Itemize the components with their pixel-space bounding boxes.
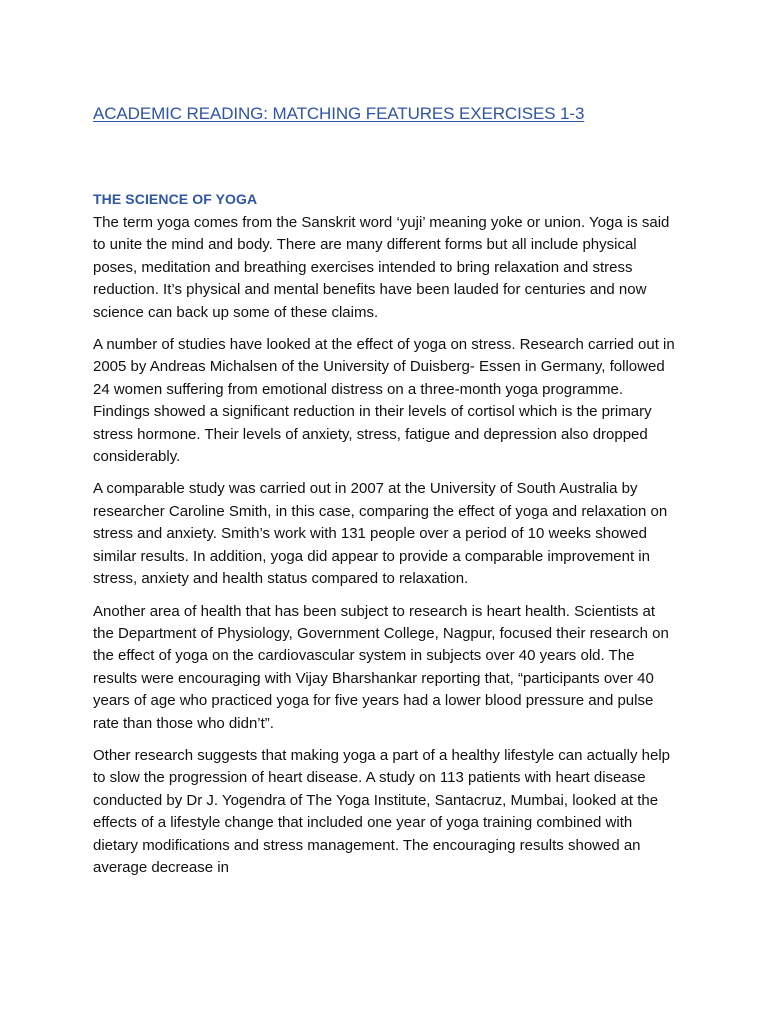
document-page [93, 0, 679, 1024]
paragraph-comparable-study: A comparable study was carried out in 2007 at the University of South Australia by researcher Caroline Smith, in this case, comparing the effect of yoga and relaxation on stress and anxiety. Smith’s work with 131 people over a period of 10 weeks showed similar results. In addition, yoga did appear to provide a comparable improvement in stress, anxiety and health status compared to relaxation. [93, 480, 668, 588]
paragraph-stress-study: A number of studies have looked at the effect of yoga on stress. Research carried out in 2005 by Andreas Michalsen of the University of Duisberg- Essen in Germany, followed 24 women suffering from emotional distress on a three-month yoga programme. Findings showed a significant reduction in their levels of cortisol which is the primary stress hormone. Their levels of anxiety, stress, fatigue and depression also dropped considerably. [93, 336, 675, 466]
document-title: ACADEMIC READING: MATCHING FEATURES EXERCISES 1-3 [93, 104, 585, 123]
paragraph-heart-disease: Other research suggests that making yoga a part of a healthy lifestyle can actually help to slow the progression of heart disease. A study on 113 patients with heart disease conducted by Dr J. Yogendra of The Yoga Institute, Santacruz, Mumbai, looked at the effects of a lifestyle change that included one year of yoga training combined with dietary modifications and stress management. The encouraging results showed an average decrease in [93, 746, 670, 876]
paragraph-heart-health: Another area of health that has been subject to research is heart health. Scientists at the Department of Physiology, Government College, Nagpur, focused their research on the effect of yoga on the cardiovascular system in subjects over 40 years old. The results were encouraging with Vijay Bharshankar reporting that, “participants over 40 years of age who practiced yoga for five years had a lower blood pressure and pulse rate than those who didn’t”. [93, 602, 669, 732]
article-body [93, 212, 679, 889]
paragraph-intro: The term yoga comes from the Sanskrit word ‘yuji’ meaning yoke or union. Yoga is said to unite the mind and body. There are many different forms but all include physical poses, meditation and breathing exercises intended to bring relaxation and stress reduction. It’s physical and mental benefits have been lauded for centuries and now science can back up some of these claims. [93, 214, 670, 321]
section-heading: THE SCIENCE OF YOGA [93, 191, 258, 207]
